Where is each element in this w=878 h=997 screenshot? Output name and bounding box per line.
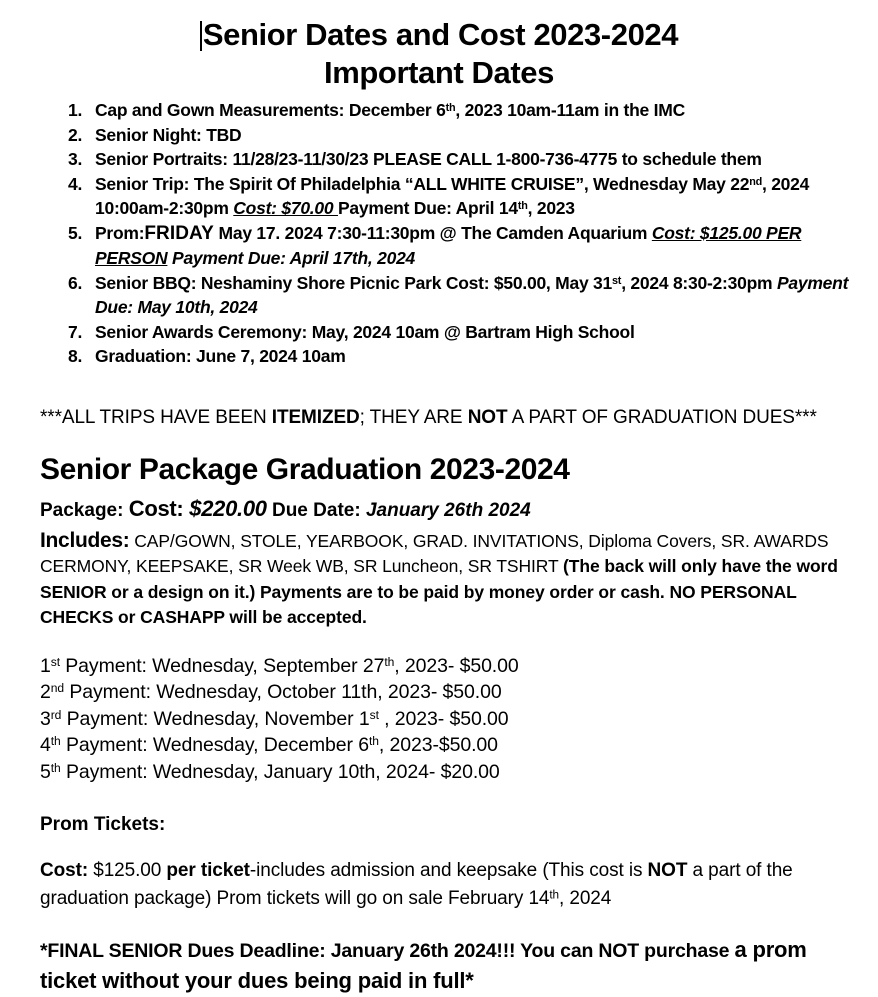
final-notice-big-a: a [734,937,747,962]
due-date-value: January 26th 2024 [365,499,531,521]
prom-body-part-1: -includes admission and keepsake (This cost is [249,860,648,881]
title-block [0,0,878,92]
payment-amount: , 2023- $50.00 [394,654,519,677]
page-subtitle: Important Dates [324,55,554,90]
payment-due-text: Payment Due: April 14 [338,198,518,218]
prom-not-emphasis: NOT [647,860,688,881]
ordinal-suffix: st [369,707,379,722]
ordinal-suffix: nd [749,175,762,188]
list-item [0,271,878,320]
list-item-label: Senior Portraits: [95,149,228,169]
note-part-2: ; THEY ARE [359,406,468,428]
includes-conditions: (The back will only have the word SENIOR or a design on it.) Payments are to be paid by money order or cash. NO PERSONAL CHECKS or CASHAPP will be accepted. [40,556,838,627]
ordinal-suffix: th [549,888,560,902]
list-item [40,679,838,706]
page-title [0,16,878,54]
list-item-detail: May 17. 2024 7:30-11:30pm @ The Camden Aquarium [213,222,652,243]
list-item [0,172,878,221]
payment-amount: , 2023-$50.00 [378,734,498,756]
payment-due-text: Payment Due: April 17th, 2024 [167,248,416,268]
friday-emphasis: FRIDAY [144,222,214,244]
section-title-package: Senior Package Graduation 2023-2024 [40,452,570,486]
payment-ordinal-number: 1 [40,654,51,677]
payment-ordinal-number: 3 [40,707,51,730]
ordinal-suffix: th [517,199,528,212]
list-item [0,320,878,345]
payment-text: Payment: Wednesday, November 1 [61,707,370,730]
cost-emphasis: Cost: $70.00 [233,198,338,218]
cost-value: $220.00 [189,495,267,521]
final-notice-part-2: prom ticket without your dues being paid in full* [40,937,807,993]
cost-emphasis: Cost: $125.00 PER PERSON [95,222,802,268]
list-item-label: Senior Awards Ceremony: [95,321,308,342]
list-item-detail: Neshaminy Shore Picnic Park Cost: $50.00, May 31 [196,272,613,293]
package-cost-line [0,495,878,524]
prom-body-part-2: a part of the graduation package) Prom tickets will go on sale February 14 [40,860,793,909]
payment-text: Payment: Wednesday, January 10th, 2024- $20.00 [60,760,500,783]
ordinal-suffix: th [445,101,456,114]
list-item-number: 4. [68,173,83,194]
payment-due-text: Payment Due: May 10th, 2024 [95,272,849,317]
list-item [40,653,838,680]
payment-due-year: , 2023 [527,198,575,218]
list-item-number: 6. [68,272,83,293]
page-title-text: Senior Dates and Cost 2023-2024 [202,17,679,52]
due-date-label: Due Date: [266,499,366,521]
list-item-number: 7. [68,321,83,342]
list-item [40,732,838,759]
prom-tickets-heading: Prom Tickets: [40,814,166,835]
list-item-label: Cap and Gown Measurements: [95,100,345,120]
cost-label: Cost: [128,495,190,521]
payment-text: Payment: Wednesday, October 11th, 2023- $50.00 [64,681,502,703]
payment-amount: , 2023- $50.00 [378,707,509,730]
list-item [40,759,838,786]
list-item [0,147,878,172]
note-part-3: A PART OF GRADUATION DUES*** [507,406,817,428]
list-item [0,344,878,369]
payment-ordinal-number: 4 [40,734,51,756]
list-item [0,221,878,271]
payment-schedule-list [0,653,878,786]
list-item-detail: TBD [201,124,242,145]
per-ticket-emphasis: per ticket [166,860,250,881]
important-dates-list [0,98,878,369]
ordinal-suffix: th [50,734,61,749]
package-includes [0,528,878,631]
itemized-note [0,403,878,432]
list-item-detail-tail: , 2024 8:30-2:30pm [621,272,777,293]
prom-cost-value: $125.00 [88,860,167,881]
note-bold-not: NOT [467,406,508,428]
list-item-label: Graduation: [95,346,192,366]
includes-label: Includes: [40,528,130,552]
package-label: Package: [40,499,129,521]
ordinal-suffix: rd [50,707,62,722]
prom-tickets-body [0,857,878,913]
ordinal-suffix: th [50,760,61,775]
list-item-label: Prom: [95,222,145,243]
payment-ordinal-number: 2 [40,681,51,703]
payment-text: Payment: Wednesday, December 6 [60,734,369,756]
list-item-detail: December 6 [344,100,446,120]
ordinal-suffix: th [384,654,395,669]
note-part-1: ***ALL TRIPS HAVE BEEN [40,406,272,428]
ordinal-suffix: st [612,274,622,287]
list-item [0,123,878,148]
payment-text: Payment: Wednesday, September 27 [59,654,385,677]
list-item-label: Senior Night: [95,124,202,145]
list-item [40,706,838,733]
list-item-number: 3. [68,149,83,169]
ordinal-suffix: st [50,654,60,669]
list-item-detail-tail: , 2024 10:00am-2:30pm [95,173,810,218]
prom-cost-label: Cost: [40,860,89,881]
list-item-number: 8. [68,346,83,366]
ordinal-suffix: nd [50,681,64,696]
payment-ordinal-number: 5 [40,760,51,783]
list-item-number: 5. [68,222,83,243]
list-item-detail: 11/28/23-11/30/23 PLEASE CALL 1-800-736-4775 to schedule them [227,149,762,169]
list-item-number: 2. [68,124,83,145]
list-item [0,98,878,123]
list-item-detail: June 7, 2024 10am [191,346,346,366]
ordinal-suffix: th [368,734,379,749]
final-deadline-notice [0,935,878,997]
note-bold-itemized: ITEMIZED [271,406,360,428]
final-notice-part-1: *FINAL SENIOR Dues Deadline: January 26th 2024!!! You can NOT purchase [40,940,735,962]
list-item-number: 1. [68,100,83,120]
list-item-detail: May, 2024 10am @ Bartram High School [307,321,635,342]
includes-items: CAP/GOWN, STOLE, YEARBOOK, GRAD. INVITATIONS, Diploma Covers, SR. AWARDS CERMONY, KEEPSAKE, SR Week WB, SR Luncheon, SR TSHIRT [40,530,829,576]
list-item-label: Senior Trip: [95,173,190,194]
text-caret [200,21,202,51]
list-item-detail-tail: , 2023 10am-11am in the IMC [455,100,685,120]
list-item-detail: The Spirit Of Philadelphia “ALL WHITE CRUISE”, Wednesday May 22 [189,173,750,194]
prom-body-part-3: , 2024 [559,888,612,909]
list-item-label: Senior BBQ: [95,272,197,293]
